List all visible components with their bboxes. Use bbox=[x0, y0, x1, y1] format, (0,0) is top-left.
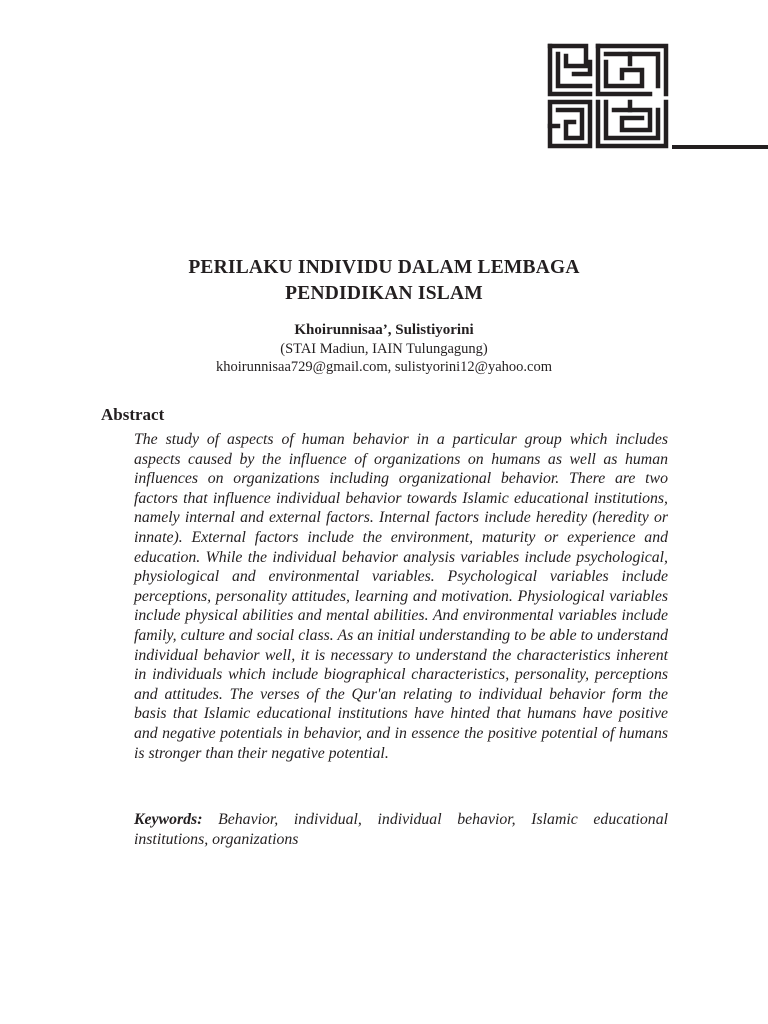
keywords-paragraph bbox=[134, 810, 668, 849]
keywords-label: Keywords: bbox=[134, 811, 203, 828]
abstract-heading: Abstract bbox=[101, 405, 165, 424]
author-affiliation: (STAI Madiun, IAIN Tulungagung) bbox=[280, 341, 488, 357]
paper-title-line: PENDIDIKAN ISLAM bbox=[285, 283, 483, 304]
abstract-text: The study of aspects of human behavior in a particular group which includes aspects caused by the influence of organizations on humans as well as human influences on organizations including organizational behavior. There are two factors that influence individual behavior towards Islamic educational institutions, namely internal and external factors. Internal factors include heredity (heredity or innate). External factors include the environment, maturity or experience and education. While the individual behavior analysis variables include psychological, physiological and environmental variables. Psychological variables include perceptions, personality attitudes, learning and motivation. Physiological variables include physical abilities and mental abilities. And environmental variables include family, culture and social class. As an initial understanding to be able to understand individual behavior well, it is necessary to understand the characteristics inherent in individuals which include biographical characteristics, personality, perceptions and attitudes. The verses of the Qur'an relating to individual behavior form the basis that Islamic educational institutions have hinted that humans have positive and negative potentials in behavior, and in essence the positive potential of humans is stronger than their negative potential. bbox=[134, 431, 668, 762]
paper-title-line: PERILAKU INDIVIDU DALAM LEMBAGA bbox=[188, 257, 580, 278]
paper-title bbox=[120, 255, 648, 307]
author-emails: khoirunnisaa729@gmail.com, sulistyorini12@yahoo.com bbox=[216, 359, 552, 375]
author-names: Khoirunnisaa’, Sulistiyorini bbox=[294, 322, 474, 338]
keywords-text: Behavior, individual, individual behavior, Islamic educational institutions, organizations bbox=[134, 811, 668, 848]
header-rule bbox=[672, 145, 768, 149]
kufic-calligraphy-logo-icon bbox=[546, 42, 670, 150]
